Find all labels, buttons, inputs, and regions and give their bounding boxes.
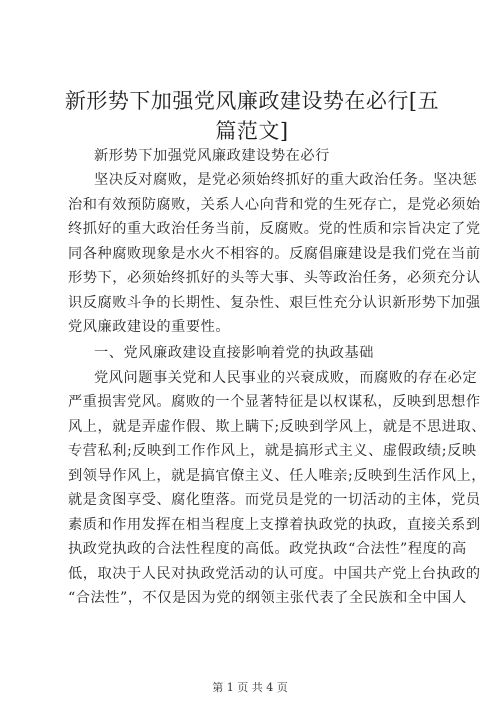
paragraph-line: 风上，就是弄虚作假、欺上瞒下;反映到学风上，就是不思进取、 [68,419,486,435]
subtitle-line: 新形势下加强党风廉政建设势在必行 [94,148,330,164]
paragraph-line: 治和有效预防腐败，关系人心向背和党的生死存亡，是党必须始 [68,197,481,213]
paragraph-line: 识反腐败斗争的长期性、复杂性、艰巨性充分认识新形势下加强 [68,295,481,311]
paragraph-line: 素质和作用发挥在相当程度上支撑着执政党的执政，直接关系到 [68,517,481,533]
document-title: 新形势下加强党风廉政建设势在必行[五篇范文] [64,89,440,143]
paragraph-line: 到领导作风上，就是搞官僚主义、任人唯亲;反映到生活作风上， [68,468,486,484]
paragraph-line: 严重损害党风。腐败的一个显著特征是以权谋私，反映到思想作 [68,394,481,410]
paragraph-line: 低，取决于人民对执政党活动的认可度。中国共产党上台执政的 [68,566,481,582]
paragraph-line: 就是贪图享受、腐化堕落。而党员是党的一切活动的主体，党员 [68,492,481,508]
paragraph-line: “合法性”，不仅是因为党的纲领主张代表了全民族和全中国人 [68,590,467,606]
paragraph-line: 同各种腐败现象是水火不相容的。反腐倡廉建设是我们党在当前 [68,246,481,262]
paragraph-line: 专营私利;反映到工作作风上，就是搞形式主义、虚假政绩;反映 [68,443,477,459]
paragraph-line: 坚决反对腐败，是党必须始终抓好的重大政治任务。坚决惩 [94,172,478,188]
paragraph-line: 执政党执政的合法性程度的高低。政党执政“合法性”程度的高 [68,541,467,557]
page-footer: 第 1 页 共 4 页 [212,681,288,694]
paragraph-line: 党风问题事关党和人民事业的兴衰成败，而腐败的存在必定 [94,370,478,386]
paragraph-line: 党风廉政建设的重要性。 [68,319,231,335]
paragraph-line: 形势下，必须始终抓好的头等大事、头等政治任务，必须充分认 [68,270,481,286]
section-heading: 一、党风廉政建设直接影响着党的执政基础 [94,345,375,361]
paragraph-line: 终抓好的重大政治任务当前，反腐败。党的性质和宗旨决定了党 [68,221,481,237]
